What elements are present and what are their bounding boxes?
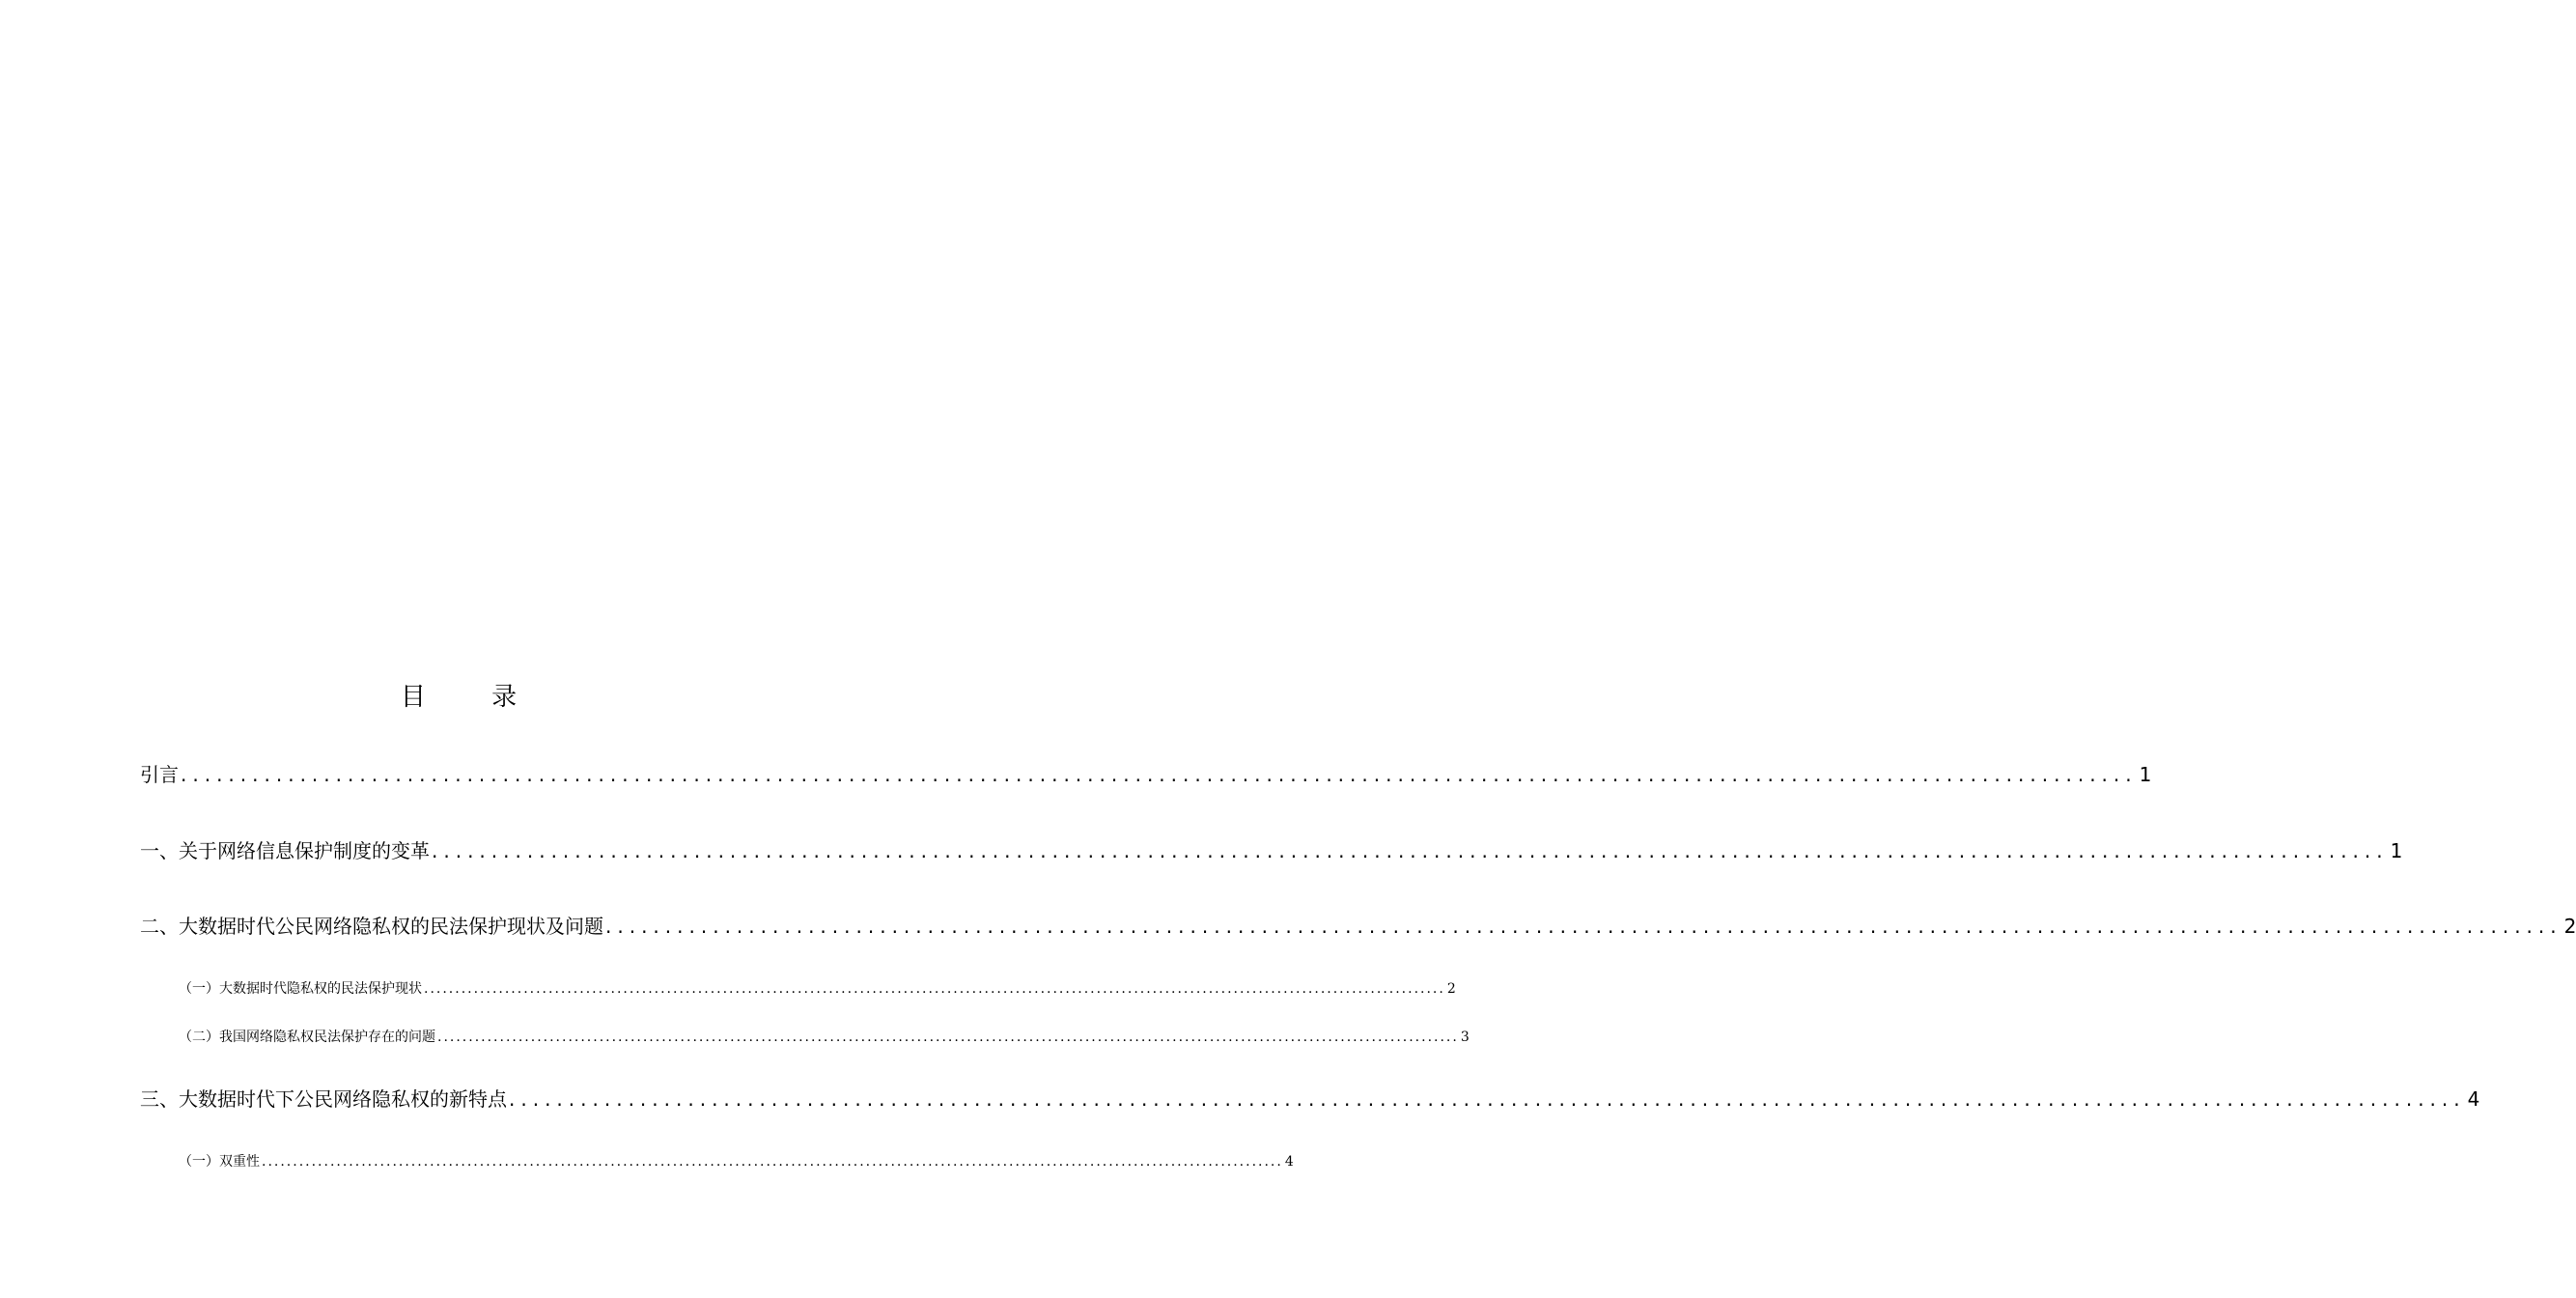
- toc-dot-leader: ....................................................................................................................................................................: [509, 1087, 2466, 1111]
- toc-title: 目 录: [400, 683, 546, 712]
- toc-page-number: 4: [2467, 1087, 2480, 1111]
- toc-entry-text: 三、大数据时代下公民网络隐私权的新特点: [140, 1087, 507, 1111]
- toc-entry-text: （一）大数据时代隐私权的民法保护现状: [179, 981, 422, 997]
- toc-dot-leader: ....................................................................................................................................................................: [424, 981, 1445, 997]
- toc-entry-text: 一、关于网络信息保护制度的变革: [140, 839, 430, 862]
- toc-page-number: 2: [1446, 981, 1456, 997]
- toc-dot-leader: ....................................................................................................................................................................: [437, 1030, 1459, 1045]
- toc-dot-leader: ....................................................................................................................................................................: [262, 1154, 1283, 1170]
- toc-dot-leader: ....................................................................................................................................................................: [432, 839, 2389, 862]
- toc-page-number: 2: [2563, 915, 2576, 938]
- toc-dot-leader: ....................................................................................................................................................................: [605, 915, 2562, 938]
- toc-entry-text: （一）双重性: [179, 1154, 260, 1170]
- toc-page-number: 1: [2139, 763, 2152, 786]
- toc-entry-section-3-1[interactable]: [179, 1152, 1294, 1171]
- toc-entry-text: （二）我国网络隐私权民法保护存在的问题: [179, 1030, 435, 1045]
- toc-dot-leader: ....................................................................................................................................................................: [181, 763, 2138, 786]
- toc-entry-section-2-1[interactable]: [179, 979, 1456, 999]
- toc-page-number: 1: [2390, 839, 2403, 862]
- toc-entry-section-2[interactable]: [140, 913, 2576, 940]
- toc-entry-intro[interactable]: [140, 761, 2152, 788]
- toc-entry-section-3[interactable]: [140, 1086, 2480, 1113]
- toc-page-number: 3: [1460, 1030, 1470, 1045]
- toc-page-number: 4: [1284, 1154, 1294, 1170]
- toc-entry-section-2-2[interactable]: [179, 1028, 1470, 1047]
- toc-entry-text: 二、大数据时代公民网络隐私权的民法保护现状及问题: [140, 915, 603, 938]
- toc-entry-text: 引言: [140, 763, 179, 786]
- toc-entry-section-1[interactable]: [140, 837, 2403, 864]
